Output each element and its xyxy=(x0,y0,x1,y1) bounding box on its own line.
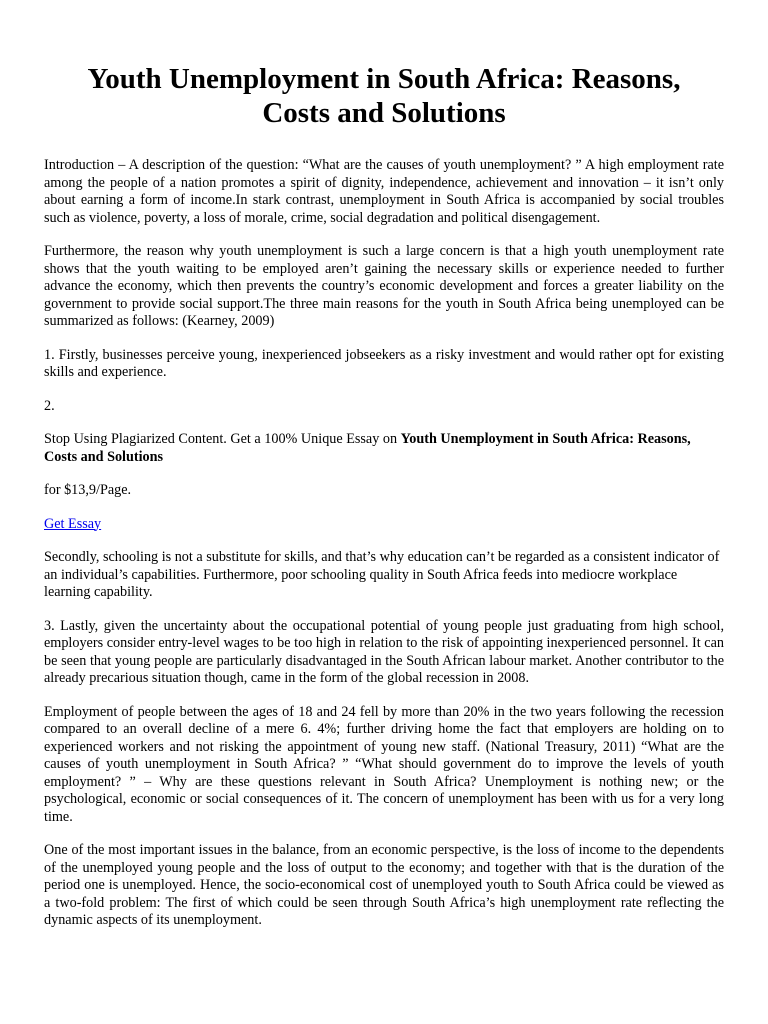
promo-essay-title: Youth Unemployment in South Africa: Reasons, Costs and Solutions xyxy=(44,431,691,465)
promo-text: Stop Using Plagiarized Content. Get a 100% Unique Essay on xyxy=(44,431,401,447)
promo-paragraph xyxy=(44,431,724,466)
reason-one-paragraph: 1. Firstly, businesses perceive young, inexperienced jobseekers as a risky investment and would rather opt for existing skills and experience. xyxy=(44,346,724,380)
page-title: Youth Unemployment in South Africa: Reasons, Costs and Solutions xyxy=(87,63,681,129)
secondly-paragraph: Secondly, schooling is not a substitute for skills, and that’s why education can’t be regarded as a consistent indicator of an individual’s capabilities. Furthermore, poor schooling quality in South Africa feeds into mediocre workplace learning capability. xyxy=(44,549,720,600)
furthermore-paragraph: Furthermore, the reason why youth unemployment is such a large concern is that a high youth unemployment rate shows that the youth waiting to be employed aren’t gaining the necessary skills or experience needed to further advance the economy, which then prevents the country’s economic development and forces a greater liability on the government to provide social support.The three main reasons for the youth in South Africa being unemployed can be summarized as follows: (Kearney, 2009) xyxy=(44,243,724,329)
reason-three-paragraph: 3. Lastly, given the uncertainty about the occupational potential of young people just graduating from high school, employers consider entry-level wages to be too high in relation to the risk of appointing inexperienced personnel. It can be seen that young people are particularly disadvantaged in the South African labour market. Another contributor to the already precarious situation though, came in the form of the global recession in 2008. xyxy=(44,617,724,686)
get-essay-link[interactable]: Get Essay xyxy=(44,515,102,532)
reason-two-marker: 2. xyxy=(44,397,55,414)
price-text: for $13,9/Page. xyxy=(44,482,132,498)
intro-paragraph: Introduction – A description of the question: “What are the causes of youth unemployment? ” A high employment rate among the people of a nation promotes a spirit of dignity, independence, achievement and innovation – it isn’t only about earning a form of income.In stark contrast, unemployment in South Africa is accompanied by social troubles such as violence, poverty, a loss of morale, crime, social degradation and political disengagement. xyxy=(44,157,724,226)
important-issues-paragraph: One of the most important issues in the balance, from an economic perspective, is the loss of income to the dependents of the unemployed young people and the loss of output to the economy; and together with that is the duration of the period one is unemployed. Hence, the socio-economical cost of unemployed youth to South Africa could be viewed as a two-fold problem: The first of which could be seen through South Africa’s high unemployment rate reflecting the dynamic aspects of its unemployment. xyxy=(44,842,724,928)
employment-paragraph: Employment of people between the ages of 18 and 24 fell by more than 20% in the two years following the recession compared to an overall decline of a mere 6. 4%; further driving home the fact that employers are holding on to experienced workers and not risking the appointment of young new staff. (National Treasury, 2011) “What are the causes of youth unemployment in South Africa? ” “What should government do to improve the levels of youth employment? ” – Why are these questions relevant in South Africa? Unemployment is nothing new; or the psychological, economic or social consequences of it. The concern of unemployment has been with us for a very long time. xyxy=(44,703,724,825)
